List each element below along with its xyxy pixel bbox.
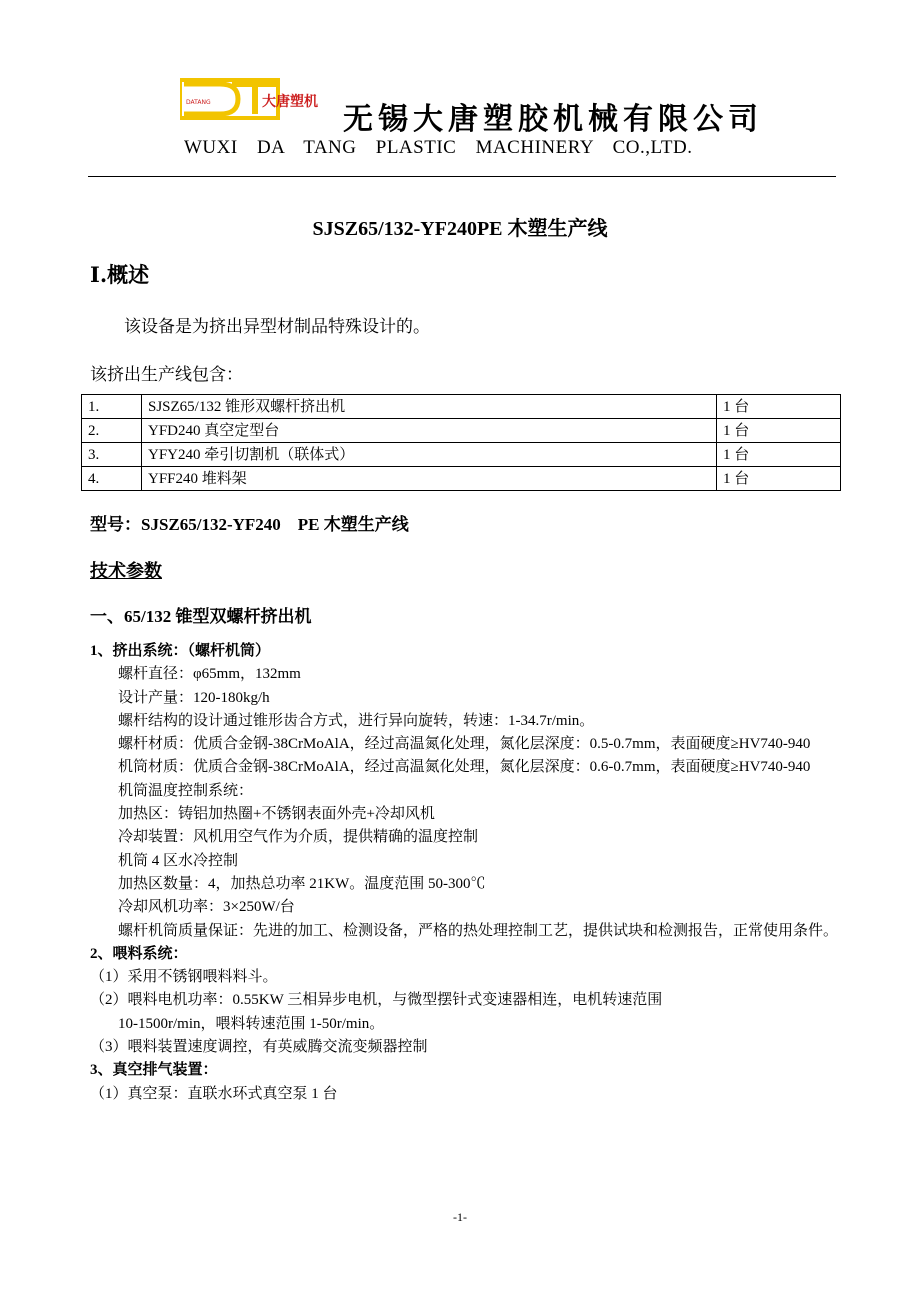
table-row (82, 443, 841, 467)
spec-line: 加热区数量：4，加热总功率 21KW。温度范围 50-300℃ (118, 875, 486, 892)
header-divider (88, 176, 836, 177)
spec-heading-feeding: 2、喂料系统： (90, 945, 188, 962)
spec-heading-extrusion: 1、挤出系统：（螺杆机筒） (90, 643, 271, 659)
item-quantity: 1 台 (717, 443, 841, 467)
equipment-table (81, 394, 841, 491)
spec-line: 螺杆机筒质量保证：先进的加工、检测设备，严格的热处理控制工艺，提供试块和检测报告，正常使用条件。 (118, 922, 839, 939)
spec-line: 螺杆直径：φ65mm，132mm (118, 666, 301, 683)
spec-line: 机筒温度控制系统： (118, 782, 254, 799)
page-number: -1- (453, 1210, 467, 1224)
spec-line: 螺杆结构的设计通过锥形齿合方式，进行异向旋转，转速：1-34.7r/min。 (118, 712, 595, 729)
spec-body (90, 640, 842, 1106)
logo-small-text: DATANG (186, 99, 211, 106)
spec-line: （1）采用不锈钢喂料料斗。 (90, 969, 278, 986)
tech-params-heading: 技术参数 (90, 561, 162, 582)
item-name: SJSZ65/132 锥形双螺杆挤出机 (142, 395, 717, 419)
company-name-cn: 无锡大唐塑胶机械有限公司 (343, 102, 763, 137)
item-name: YFF240 堆料架 (142, 467, 717, 491)
intro-text: 该设备是为挤出异型材制品特殊设计的。 (124, 317, 430, 337)
item-quantity: 1 台 (717, 467, 841, 491)
document-title: SJSZ65/132-YF240PE 木塑生产线 (312, 218, 608, 240)
item-number: 2. (82, 419, 142, 443)
item-number: 1. (82, 395, 142, 419)
spec-line: 加热区：铸铝加热圈+不锈钢表面外壳+冷却风机 (118, 806, 435, 823)
spec-line: 机筒 4 区水冷控制 (118, 852, 239, 869)
spec-line: 冷却装置：风机用空气作为介质，提供精确的温度控制 (118, 829, 479, 846)
letterhead (88, 60, 836, 178)
spec-line: （2）喂料电机功率：0.55KW 三相异步电机，与微型摆针式变速器相连，电机转速范围 (90, 992, 663, 1009)
contains-label: 该挤出生产线包含： (90, 365, 243, 385)
section-heading-overview: Ⅰ.概述 (90, 262, 150, 287)
item-quantity: 1 台 (717, 419, 841, 443)
item-name: YFD240 真空定型台 (142, 419, 717, 443)
extruder-heading: 一、65/132 锥型双螺杆挤出机 (90, 607, 312, 626)
spec-line: 机筒材质：优质合金钢-38CrMoAlA，经过高温氮化处理，氮化层深度：0.6-0.7mm，表面硬度≥HV740-940 (118, 759, 811, 776)
spec-line: 设计产量：120-180kg/h (118, 689, 270, 706)
item-number: 3. (82, 443, 142, 467)
item-number: 4. (82, 467, 142, 491)
company-name-en: WUXI DA TANG PLASTIC MACHINERY CO.,LTD. (184, 137, 693, 158)
spec-line: 螺杆材质：优质合金钢-38CrMoAlA，经过高温氮化处理，氮化层深度：0.5-0.7mm，表面硬度≥HV740-940 (118, 736, 811, 753)
spec-line: 10-1500r/min，喂料转速范围 1-50r/min。 (118, 1015, 385, 1032)
table-row (82, 419, 841, 443)
item-quantity: 1 台 (717, 395, 841, 419)
item-name: YFY240 牵引切割机（联体式） (142, 443, 717, 467)
datang-logo (180, 76, 340, 120)
model-line: 型号：SJSZ65/132-YF240 PE 木塑生产线 (90, 515, 409, 534)
spec-line: （1）真空泵：直联水环式真空泵 1 台 (90, 1085, 338, 1102)
spec-line: 冷却风机功率：3×250W/台 (118, 899, 295, 916)
logo-text: 大唐塑机 (262, 94, 318, 110)
spec-heading-vacuum: 3、真空排气装置： (90, 1062, 218, 1079)
table-row (82, 395, 841, 419)
spec-line: （3）喂料装置速度调控，有英威腾交流变频器控制 (90, 1039, 428, 1056)
table-row (82, 467, 841, 491)
